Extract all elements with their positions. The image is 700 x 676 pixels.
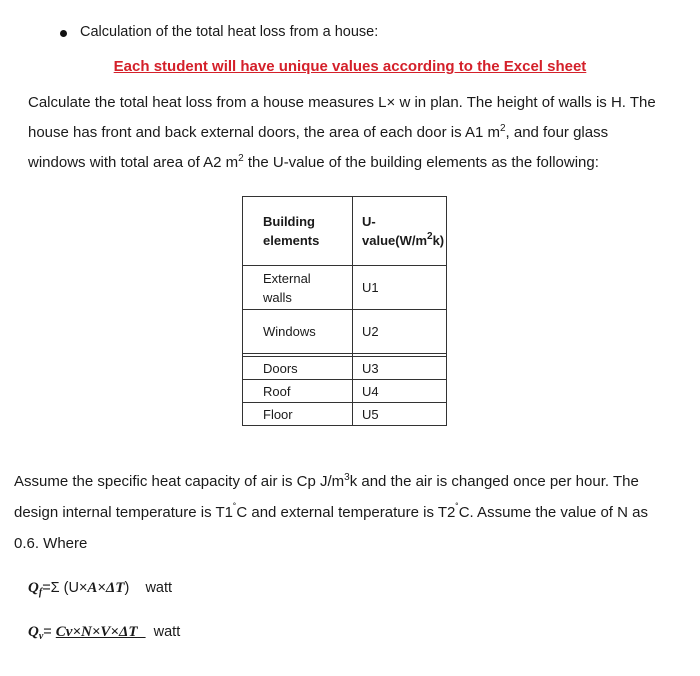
element-cell: Floor — [243, 403, 353, 426]
problem-line-1: Calculate the total heat loss from a house measures L× w in plan. The height of walls is H. The — [28, 94, 656, 111]
problem-line-2: house has front and back external doors, the area of each door is A1 $m^2$, and four glass — [28, 123, 609, 141]
notice-text: Each student will have unique values according to the Excel sheet — [113, 58, 587, 75]
header-building-elements: Building elements — [243, 197, 353, 266]
table-row — [243, 403, 447, 426]
element-cell: Doors — [243, 357, 353, 380]
value-cell: U5 — [353, 403, 447, 426]
section-heading: Calculation of the total heat loss from a house: — [80, 24, 379, 40]
value-cell: U2 — [353, 310, 447, 354]
problem-line-3: windows with total area of A2 $m^2$ the U-value of the building elements as the following: — [28, 153, 599, 171]
element-cell: External walls — [243, 266, 353, 310]
table-header-row — [243, 197, 447, 266]
formula-qv-unit: watt — [153, 624, 181, 640]
u-value-table — [242, 196, 447, 426]
value-cell: U4 — [353, 380, 447, 403]
element-cell: Roof — [243, 380, 353, 403]
element-cell: Windows — [243, 310, 353, 354]
value-cell: U3 — [353, 357, 447, 380]
table-row — [243, 266, 447, 310]
assumption-paragraph — [14, 466, 684, 559]
value-cell: U1 — [353, 266, 447, 310]
table-row — [243, 357, 447, 380]
problem-statement — [28, 88, 678, 178]
formula-qv: $Q_v= Cv\times N\times V\times\Delta T$ watt — [28, 624, 181, 642]
table-row — [243, 310, 447, 354]
assumption-line-3: 0.6. Where — [14, 535, 88, 552]
formula-qf: $Q_f=\Sigma$ (U×A×ΔT) watt — [28, 580, 173, 598]
formula-qf-unit: watt — [145, 580, 173, 596]
header-u-value: U- $value(W/m^2k)$ — [353, 197, 447, 266]
table-row — [243, 380, 447, 403]
bullet-point — [60, 30, 67, 37]
notice-heading — [0, 58, 700, 75]
assumption-line-1: Assume the specific heat capacity of air is Cp $J/m^3k$ and the air is changed once per hour. The — [14, 472, 639, 490]
assumption-line-2: design internal temperature is T1˚C and external temperature is T2˚C. Assume the value of N as — [14, 503, 648, 521]
